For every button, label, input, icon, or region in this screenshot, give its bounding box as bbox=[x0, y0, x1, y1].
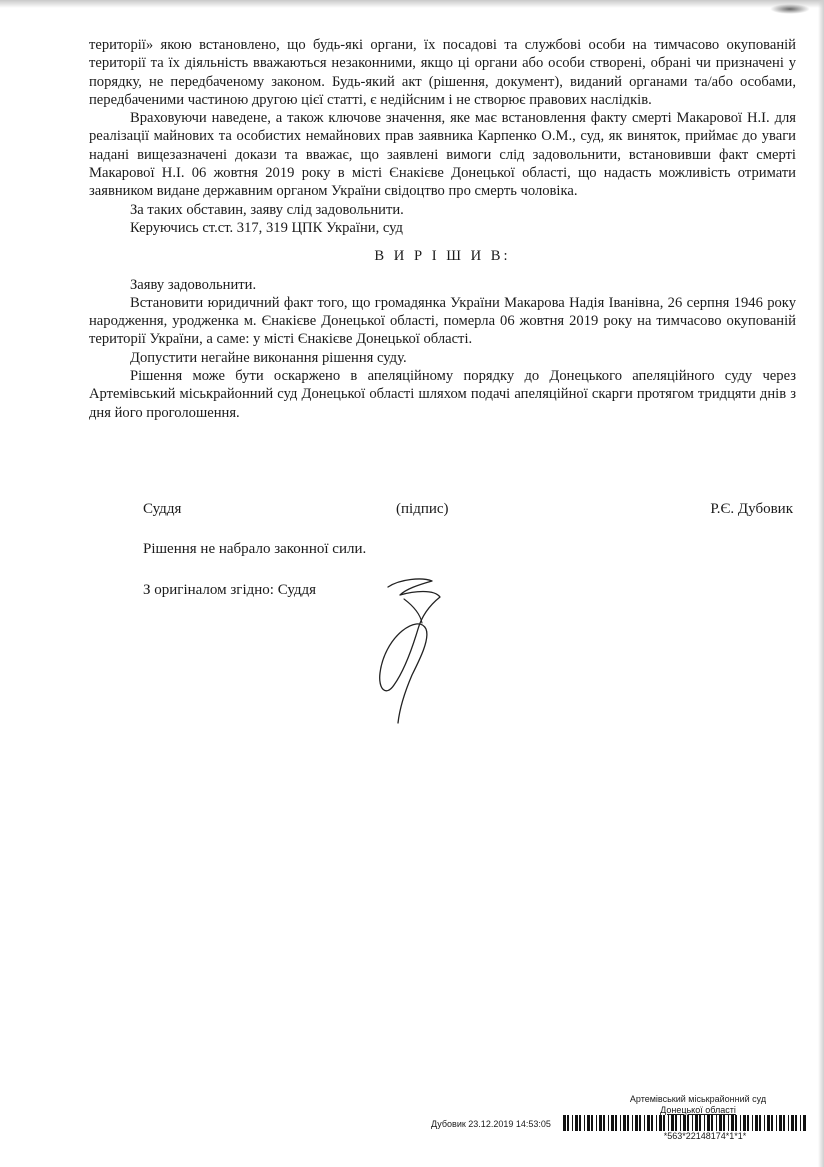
barcode-bar bbox=[800, 1115, 801, 1131]
barcode-bar bbox=[711, 1115, 713, 1131]
barcode-bar bbox=[611, 1115, 614, 1131]
judge-name: Р.Є. Дубовик bbox=[710, 501, 793, 517]
barcode-bar bbox=[579, 1115, 581, 1131]
barcode-bar bbox=[704, 1115, 705, 1131]
scan-edge-right bbox=[818, 0, 824, 1167]
barcode-bar bbox=[563, 1115, 566, 1131]
barcode-bar bbox=[680, 1115, 681, 1131]
barcode bbox=[563, 1115, 806, 1131]
resolution-1: Заяву задовольнити. bbox=[130, 276, 257, 293]
barcode-bar bbox=[632, 1115, 633, 1131]
footer-court bbox=[588, 1094, 808, 1116]
barcode-bar bbox=[659, 1115, 662, 1131]
handwritten-signature bbox=[360, 575, 450, 725]
document-body bbox=[89, 36, 796, 422]
barcode-bar bbox=[575, 1115, 578, 1131]
barcode-bar bbox=[771, 1115, 773, 1131]
barcode-bar bbox=[743, 1115, 746, 1131]
barcode-bar bbox=[803, 1115, 806, 1131]
barcode-bar bbox=[735, 1115, 737, 1131]
barcode-bar bbox=[788, 1115, 789, 1131]
barcode-bar bbox=[615, 1115, 617, 1131]
barcode-bar bbox=[635, 1115, 638, 1131]
judge-label: Суддя bbox=[143, 501, 182, 517]
barcode-bar bbox=[608, 1115, 609, 1131]
scan-edge-top bbox=[0, 0, 824, 8]
barcode-bar bbox=[764, 1115, 765, 1131]
paragraph-1: території» якою встановлено, що будь-які органи, їх посадові та службові особи на тимчасово окупованій території та їх діяльність вважаються незаконними, якщо ці органи або особи створені, обрані чи призначені у порядку, не передбаченому законом. Будь-який акт (рішення, документ), виданий органами та/або особами, передбаченими частиною другою цієї статті, є недійсним і не створює правових наслідків. bbox=[89, 37, 796, 108]
barcode-bar bbox=[795, 1115, 797, 1131]
barcode-bar bbox=[779, 1115, 782, 1131]
barcode-bar bbox=[572, 1115, 573, 1131]
barcode-bar bbox=[647, 1115, 650, 1131]
barcode-bar bbox=[747, 1115, 749, 1131]
barcode-bar bbox=[675, 1115, 677, 1131]
signature-label: (підпис) bbox=[396, 501, 449, 517]
barcode-bar bbox=[716, 1115, 717, 1131]
copy-certified-note: З оригіналом згідно: Суддя bbox=[143, 582, 317, 598]
barcode-bar bbox=[687, 1115, 689, 1131]
decision-heading: В И Р І Ш И В: bbox=[374, 248, 511, 265]
barcode-bar bbox=[644, 1115, 645, 1131]
barcode-bar bbox=[584, 1115, 585, 1131]
barcode-bar bbox=[627, 1115, 629, 1131]
paragraph-2: Враховуючи наведене, а також ключове значення, яке має встановлення факту смерті Макарової Н.І. для реалізації майнових та особистих немайнових прав заявника Карпенко О.М., суд, як виняток, приймає до уваги надані вищезазначені докази та вважає, що заявлені вимоги слід задовольнити, встановивши факт смерті Макарової Н.І. 06 жовтня 2019 року в місті Єнакієве Донецької області, що надасть можливість отримати заявником видане державним органом України свідоцтво про смерть чоловіка. bbox=[89, 110, 796, 200]
barcode-bar bbox=[776, 1115, 777, 1131]
barcode-bar bbox=[699, 1115, 701, 1131]
footer-court-line-2: Донецької області bbox=[660, 1105, 736, 1115]
barcode-bar bbox=[740, 1115, 741, 1131]
barcode-bar bbox=[759, 1115, 761, 1131]
barcode-bar bbox=[623, 1115, 626, 1131]
resolution-4: Рішення може бути оскаржено в апеляційному порядку до Донецького апеляційного суду через Артемівський міськрайонний суд Донецької області шляхом подачі апеляційної скарги протягом тридцяти днів з дня його проголошення. bbox=[89, 368, 796, 421]
barcode-bar bbox=[671, 1115, 674, 1131]
not-in-force-note: Рішення не набрало законної сили. bbox=[143, 541, 367, 557]
footer-court-line-1: Артемівський міськрайонний суд bbox=[629, 1094, 767, 1104]
barcode-bar bbox=[767, 1115, 770, 1131]
barcode-bar bbox=[663, 1115, 665, 1131]
barcode-bar bbox=[695, 1115, 698, 1131]
barcode-bar bbox=[587, 1115, 590, 1131]
barcode-bar bbox=[599, 1115, 602, 1131]
barcode-bar bbox=[591, 1115, 593, 1131]
scan-mark bbox=[770, 4, 810, 14]
resolution-2: Встановити юридичний факт того, що громадянка України Макарова Надія Іванівна, 26 серпня 1946 року народження, уродженка м. Єнакієве Донецької області, померла 06 жовтня 2019 року на тимчасово окупованій території України, а саме: у місті Єнакієве Донецької області. bbox=[89, 294, 796, 348]
barcode-bar bbox=[707, 1115, 710, 1131]
signature-block bbox=[143, 501, 793, 523]
barcode-bar bbox=[723, 1115, 725, 1131]
barcode-bar bbox=[791, 1115, 794, 1131]
barcode-text: *563*22148174*1*1* bbox=[663, 1131, 747, 1141]
barcode-bar bbox=[656, 1115, 657, 1131]
barcode-bar bbox=[639, 1115, 641, 1131]
footer-signed-by: Дубовик 23.12.2019 14:53:05 bbox=[431, 1119, 551, 1129]
barcode-bar bbox=[620, 1115, 621, 1131]
barcode-bar bbox=[719, 1115, 722, 1131]
barcode-bar bbox=[783, 1115, 785, 1131]
barcode-bar bbox=[755, 1115, 758, 1131]
barcode-bar bbox=[567, 1115, 569, 1131]
paragraph-3: За таких обставин, заяву слід задовольнити. bbox=[130, 201, 404, 218]
barcode-bar bbox=[651, 1115, 653, 1131]
barcode-bar bbox=[692, 1115, 693, 1131]
barcode-bar bbox=[596, 1115, 597, 1131]
barcode-bar bbox=[668, 1115, 669, 1131]
barcode-bar bbox=[752, 1115, 753, 1131]
barcode-bar bbox=[731, 1115, 734, 1131]
resolution-3: Допустити негайне виконання рішення суду. bbox=[130, 349, 407, 366]
barcode-bar bbox=[728, 1115, 729, 1131]
paragraph-4: Керуючись ст.ст. 317, 319 ЦПК України, суд bbox=[130, 219, 403, 236]
barcode-bar bbox=[683, 1115, 686, 1131]
barcode-bar bbox=[603, 1115, 605, 1131]
